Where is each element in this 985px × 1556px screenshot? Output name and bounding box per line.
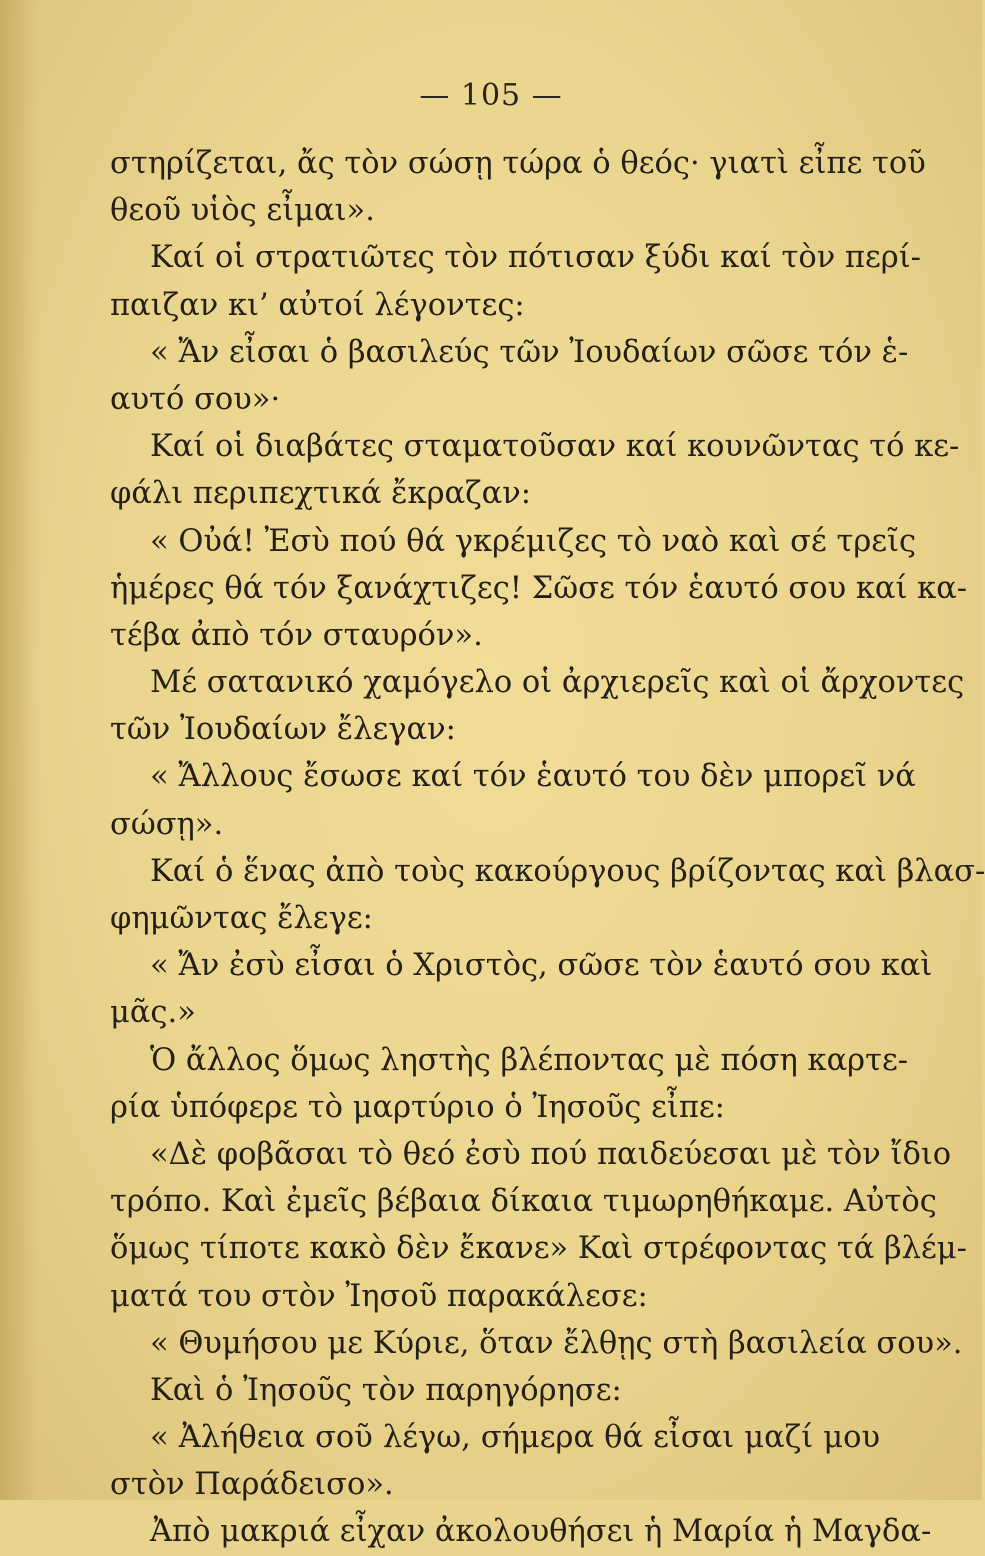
text-line: Καί οἱ στρατιῶτες τὸν πότισαν ξύδι καί τὸν περί- [150,240,921,276]
text-line: ματά του στὸν Ἰησοῦ παρακάλεσε: [110,1278,648,1314]
body-text [110,140,985,1556]
text-line: Μέ σατανικό χαμόγελο οἱ ἀρχιερεῖς καὶ οἱ ἄρχοντες [150,665,965,701]
text-line: θεοῦ υἱὸς εἶμαι». [110,193,375,229]
text-line: φάλι περιπεχτικά ἔκραζαν: [110,476,532,512]
text-line: τῶν Ἰουδαίων ἔλεγαν: [110,712,456,748]
text-line: Ὁ ἄλλος ὅμως ληστὴς βλέποντας μὲ πόση καρτε- [150,1042,909,1078]
text-line: τρόπο. Καὶ ἐμεῖς βέβαια δίκαια τιμωρηθήκαμε. Αὐτὸς [110,1184,937,1220]
text-line: Ἀπὸ μακριά εἶχαν ἀκολουθήσει ἡ Μαρία ἡ Μαγδα- [150,1514,932,1550]
text-line: τέβα ἀπὸ τόν σταυρόν». [110,617,483,653]
text-line: Καί ὁ ἕνας ἀπὸ τοὺς κακούργους βρίζοντας καὶ βλασ- [150,853,985,889]
text-line: παιζαν κι’ αὐτοί λέγοντες: [110,287,525,323]
text-line: ὅμως τίποτε κακὸ δὲν ἔκανε» Καὶ στρέφοντας τά βλέμ- [110,1231,967,1267]
text-line: « Ἄν εἶσαι ὁ βασιλεύς τῶν Ἰουδαίων σῶσε τόν ἑ- [150,334,909,370]
text-line: Καί οἱ διαβάτες σταματοῦσαν καί κουνῶντας τό κε- [150,429,960,465]
text-line: « Οὐά! Ἐσὺ πού θά γκρέμιζες τὸ ναὸ καὶ σέ τρεῖς [150,523,917,559]
text-line: σώσῃ». [110,806,224,842]
text-line: στὸν Παράδεισο». [110,1467,394,1503]
text-line: Καὶ ὁ Ἰησοῦς τὸν παρηγόρησε: [150,1372,622,1408]
text-line: στηρίζεται, ἄς τὸν σώσῃ τώρα ὁ θεός· γιατὶ εἶπε τοῦ [110,146,926,181]
text-line: «Δὲ φοβᾶσαι τὸ θεό ἐσὺ πού παιδεύεσαι μὲ τὸν ἴδιο [150,1136,952,1172]
text-line: μᾶς.» [110,995,196,1031]
text-line: αυτό σου»· [110,381,281,417]
text-line: ἡμέρες θά τόν ξανάχτιζες! Σῶσε τόν ἑαυτό σου καί κα- [110,570,968,606]
text-line: « Ἄν ἐσὺ εἶσαι ὁ Χριστὸς, σῶσε τὸν ἑαυτό σου καὶ [150,948,933,984]
text-line: φημῶντας ἔλεγε: [110,901,373,936]
text-line: ρία ὑπόφερε τὸ μαρτύριο ὁ Ἰησοῦς εἶπε: [110,1089,725,1125]
text-line: « Ἀλήθεια σοῦ λέγω, σήμερα θά εἶσαι μαζί μου [150,1420,880,1456]
text-line: « Ἄλλους ἔσωσε καί τόν ἑαυτό του δὲν μπορεῖ νά [150,759,916,795]
page-number: — 105 — [419,78,563,113]
text-line: « Θυμήσου με Κύριε, ὅταν ἔλθῃς στὴ βασιλεία σου». [150,1325,963,1361]
